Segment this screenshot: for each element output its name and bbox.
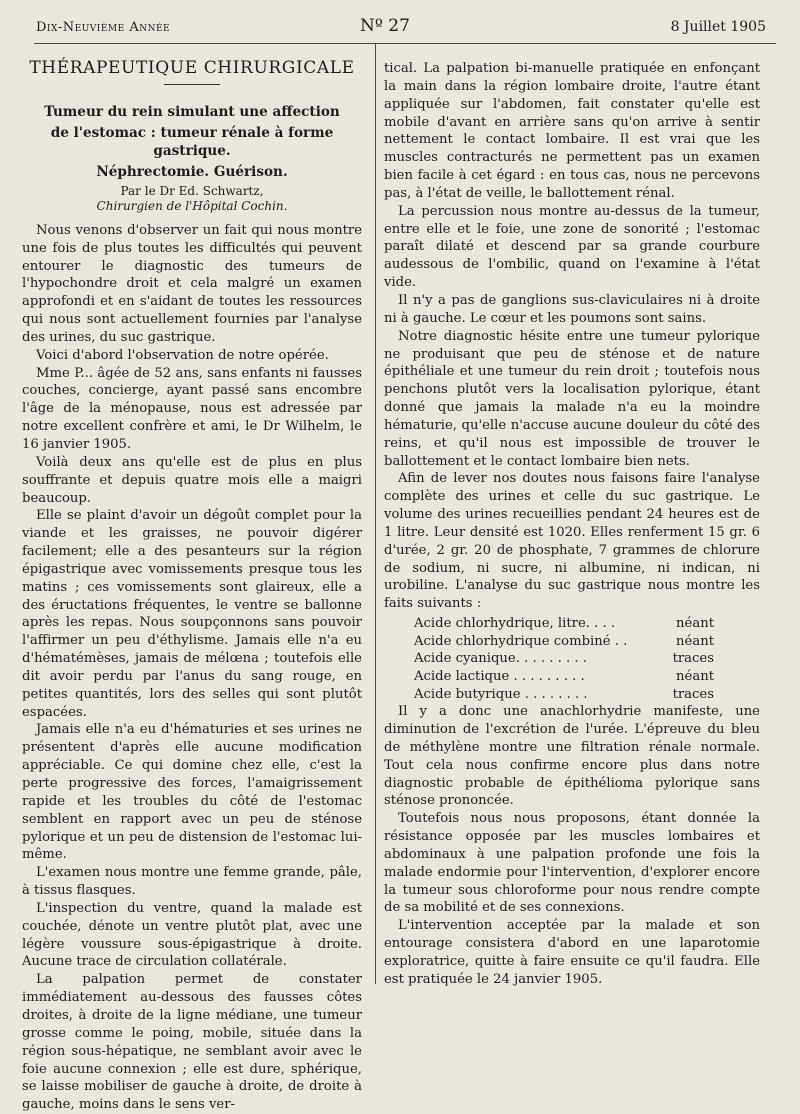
header-rule [34,43,776,44]
paragraph: L'examen nous montre une femme grande, pâle, à tissus flasques. [22,865,362,899]
article-title-line-2: de l'estomac : tumeur rénale à forme gastrique. [50,124,334,159]
byline [22,184,362,214]
left-column [22,60,362,1114]
paragraph: Afin de lever nos doutes nous faisons faire l'analyse complète des urines et celle du suc gastrique. Le volume des urines recueillies pendant 24 heures est de 1 litre. Leur densité est 1020. Elles renferment 15 gr. 6 d'urée, 2 gr. 20 de phosphate, 7 grammes de chlorure de sodium, ni sucre, ni albumine, ni indican, ni urobiline. L'analyse du suc gastrique nous montre les faits suivants : [384,471,760,612]
paragraph: Toutefois nous nous proposons, étant donnée la résistance opposée par les muscles lombaires et abdominaux à une palpation profonde une fois la malade endormie pour l'intervention, d'explorer encore la tumeur sous chloroforme pour nous rendre compte de sa mobilité et de ses connexions. [384,811,760,916]
header-issue-number: Nº 27 [360,16,410,36]
paragraph: La palpation permet de constater immédiatement au-dessous des fausses côtes droites, à droite de la ligne médiane, une tumeur grosse comme le poing, mobile, située dans la région sous-hépatique, ne semblant avoir avec le foie aucune connexion ; elle est dure, sphérique, se laisse mobiliser de gauche à droite, de droite à gauche, moins dans le sens ver- [22,972,362,1113]
acid-name: Acide chlorhydrique, litre. . . . [414,616,616,632]
page-header [32,14,766,44]
paragraph: Notre diagnostic hésite entre une tumeur pylorique ne produisant que peu de sténose et de nature épithéliale et une tumeur du rein droit ; toutefois nous penchons plutôt vers la localisation pylorique, étant donné que jamais la malade n'a eu la moindre hématurie, qu'elle n'accuse aucune douleur du côté des reins, et qu'il nous est impossible de trouver le ballottement et le contact lombaire bien nets. [384,328,760,469]
article-title-line-1: Tumeur du rein simulant une affection [44,103,340,120]
acid-name: Acide butyrique . . . . . . . . [414,686,588,702]
acid-value: néant [676,616,714,632]
paragraph: La percussion nous montre au-dessus de la tumeur, entre elle et le foie, une zone de sonorité ; l'estomac paraît dilaté et descend par sa grande courbure audessous de l'ombilic, quand on l'examine à l'état vide. [384,203,760,291]
article-title-line-3: Néphrectomie. Guérison. [96,163,288,180]
acid-value: traces [672,686,714,702]
gastric-analysis-table [414,615,714,703]
paragraph: L'intervention acceptée par la malade et son entourage consistera d'abord en une laparotomie exploratrice, quitte à faire ensuite ce qu'il faudra. Elle est pratiquée le 24 janvier 1905. [384,918,760,987]
acid-name: Acide lactique . . . . . . . . . [414,668,585,684]
column-divider [375,44,376,984]
header-volume: Dix-Neuvième Année [36,20,171,35]
title-rule [164,84,220,85]
table-row [414,650,714,668]
section-title: THÉRAPEUTIQUE CHIRURGICALE [29,58,355,78]
right-column [384,60,760,989]
paragraph: Il y a donc une anachlorhydrie manifeste, une diminution de l'excrétion de l'urée. L'épreuve du bleu de méthylène montre une filtration rénale normale. Tout cela nous confirme encore plus dans notre diagnostic probable de épithélioma pylorique sans sténose prononcée. [384,704,760,809]
acid-name: Acide cyanique. . . . . . . . . [414,651,587,667]
acid-value: traces [672,651,714,667]
paragraph: Nous venons d'observer un fait qui nous montre une fois de plus toutes les difficultés qui peuvent entourer le diagnostic des tumeurs de l'hypochondre droit et cela malgré un examen approfondi et en s'aidant de toutes les ressources qui nous sont actuellement fournies par l'analyse des urines, du suc gastrique. [22,222,362,345]
table-row [414,686,714,704]
byline-author: Par le Dr Ed. Schwartz, [120,183,264,198]
table-row [414,668,714,686]
header-date: 8 Juillet 1905 [670,19,766,35]
table-row [414,633,714,651]
acid-value: néant [676,668,714,684]
paragraph: Il n'y a pas de ganglions sus-claviculaires ni à droite ni à gauche. Le cœur et les poumons sont sains. [384,292,760,326]
acid-value: néant [676,633,714,649]
table-row [414,615,714,633]
paragraph: Jamais elle n'a eu d'hématuries et ses urines ne présentent d'après elle aucune modification appréciable. Ce qui domine chez elle, c'est la perte progressive des forces, l'amaigrissement rapide et les troubles du côté de l'estomac semblent en rapport avec un peu de sténose pylorique et un peu de distension de l'estomac lui-même. [22,722,362,863]
paragraph: L'inspection du ventre, quand la malade est couchée, dénote un ventre plutôt plat, avec une légère voussure sous-épigastrique à droite. Aucune trace de circulation collatérale. [22,900,362,970]
paragraph: Voici d'abord l'observation de notre opérée. [36,347,329,363]
paragraph: tical. La palpation bi-manuelle pratiquée en enfonçant la main dans la région lombaire droite, l'autre étant appliquée sur l'abdomen, fait constater qu'elle est mobile d'avant en arrière sans qu'on arrive à sentir nettement le contact lombaire. Il est vrai que les muscles contracturés ne permettent pas un examen bien facile à cet égard : en tous cas, nous ne percevons pas, à l'état de veille, le ballottement rénal. [384,61,760,201]
paragraph: Voilà deux ans qu'elle est de plus en plus souffrante et depuis quatre mois elle a maigri beaucoup. [22,454,362,506]
byline-affiliation: Chirurgien de l'Hôpital Cochin. [96,198,288,213]
acid-name: Acide chlorhydrique combiné . . [414,633,628,649]
paragraph: Mme P... âgée de 52 ans, sans enfants ni fausses couches, concierge, ayant passé sans encombre l'âge de la ménopause, nous est adressée par notre excellent confrère et ami, le Dr Wilhelm, le 16 janvier 1905. [22,365,362,452]
paragraph: Elle se plaint d'avoir un dégoût complet pour la viande et les graisses, ne pouvoir digérer facilement; elle a des pesanteurs sur la région épigastrique avec vomissements presque tous les matins ; ces vomissements sont glaireux, elle a des éructations fréquentes, le ventre se ballonne après les repas. Nous soupçonnons sans pouvoir l'affirmer un peu d'éthylisme. Jamais elle n'a eu d'hématémèses, jamais de mélœna ; toutefois elle dit avoir perdu par l'anus du sang rouge, en petites quantités, lors des selles qui sont plutôt espacées. [22,508,362,720]
